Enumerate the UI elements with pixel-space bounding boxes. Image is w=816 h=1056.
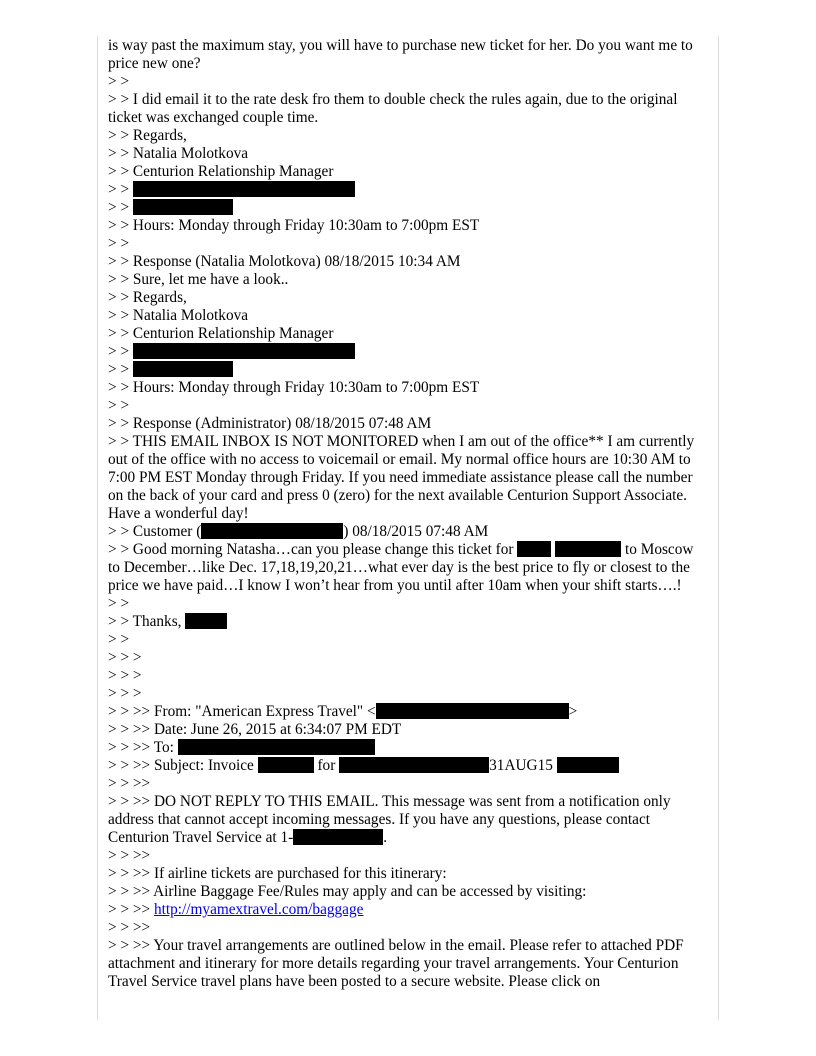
redaction-block bbox=[133, 181, 355, 197]
redaction-block bbox=[133, 199, 233, 215]
redaction-block bbox=[376, 703, 569, 719]
response-header: > > Response (Administrator) 08/18/2015 07:48 AM bbox=[108, 415, 432, 432]
email-thread bbox=[108, 37, 708, 991]
airline-line: > > >> If airline tickets are purchased for this itinerary: bbox=[108, 865, 447, 882]
customer-message: > > Good morning Natasha…can you please change this ticket for to Moscow to December…like Dec. 17,18,19,20,21…what ever day is the best price to fly or closest to the price we have paid…I know I won’t hear from you until after 10am when your shift starts….! bbox=[108, 541, 694, 594]
redaction-block bbox=[555, 541, 621, 557]
paragraph-maximum-stay: is way past the maximum stay, you will have to purchase new ticket for her. Do you want me to price new one? bbox=[108, 37, 693, 72]
signature-redacted-line: > > bbox=[108, 361, 708, 379]
baggage-link-line: > > >> http://myamextravel.com/baggage bbox=[108, 901, 364, 918]
signature-name: > > Natalia Molotkova bbox=[108, 145, 249, 162]
redaction-block bbox=[339, 757, 489, 773]
signature-hours: > > Hours: Monday through Friday 10:30am to 7:00pm EST bbox=[108, 379, 480, 396]
redaction-block bbox=[133, 343, 355, 359]
redaction-block bbox=[185, 613, 227, 629]
page-left-border bbox=[97, 36, 98, 1020]
signature-regards: > > Regards, bbox=[108, 127, 187, 144]
signature-hours: > > Hours: Monday through Friday 10:30am to 7:00pm EST bbox=[108, 217, 480, 234]
forward-date: > > >> Date: June 26, 2015 at 6:34:07 PM EDT bbox=[108, 721, 402, 738]
travel-arrangements-paragraph: > > >> Your travel arrangements are outlined below in the email. Please refer to attached PDF attachment and itinerary for more details regarding your travel arrangements. Your Centurion Travel Service travel plans have been posted to a secure website. Please click on bbox=[108, 937, 684, 990]
forward-subject: > > >> Subject: Invoice for 31AUG15 bbox=[108, 757, 708, 775]
customer-thanks: > > Thanks, bbox=[108, 613, 708, 631]
signature-redacted-line: > > bbox=[108, 181, 708, 199]
paragraph-rate-desk: > > I did email it to the rate desk fro them to double check the rules again, due to the original ticket was exchanged couple time. bbox=[108, 91, 678, 126]
signature-redacted-line: > > bbox=[108, 199, 708, 217]
redaction-block bbox=[201, 523, 343, 539]
quote-line: > > > bbox=[108, 685, 142, 702]
auto-reply-body: > > THIS EMAIL INBOX IS NOT MONITORED when I am out of the office** I am currently out of the office with no access to voicemail or email. My normal office hours are 10:30 AM to 7:00 PM EST Monday through Friday. If you need immediate assistance please call the number on the back of your card and press 0 (zero) for the next available Centurion Support Associate. Have a wonderful day! bbox=[108, 433, 695, 522]
redaction-block bbox=[133, 361, 233, 377]
redaction-block bbox=[258, 757, 314, 773]
quote-line: > > bbox=[108, 595, 130, 612]
response-header: > > Response (Natalia Molotkova) 08/18/2015 10:34 AM bbox=[108, 253, 461, 270]
signature-redacted-line: > > bbox=[108, 343, 708, 361]
redaction-block bbox=[517, 541, 551, 557]
signature-title: > > Centurion Relationship Manager bbox=[108, 163, 334, 180]
quote-line: > > >> bbox=[108, 919, 151, 936]
customer-header: > > Customer ( ) 08/18/2015 07:48 AM bbox=[108, 523, 489, 540]
do-not-reply-notice: > > >> DO NOT REPLY TO THIS EMAIL. This message was sent from a notification only address that cannot accept incoming messages. If you have any questions, please contact Centurion Travel Service at 1- . bbox=[108, 793, 671, 846]
signature-title: > > Centurion Relationship Manager bbox=[108, 325, 334, 342]
quote-line: > > bbox=[108, 397, 130, 414]
page-right-border bbox=[718, 36, 719, 1020]
signature-regards: > > Regards, bbox=[108, 289, 187, 306]
quote-line: > > bbox=[108, 73, 130, 90]
redaction-block bbox=[557, 757, 619, 773]
quote-line: > > >> bbox=[108, 775, 151, 792]
quote-line: > > >> bbox=[108, 847, 151, 864]
signature-name: > > Natalia Molotkova bbox=[108, 307, 249, 324]
response-body: > > Sure, let me have a look.. bbox=[108, 271, 289, 288]
quote-line: > > > bbox=[108, 649, 142, 666]
quote-line: > > > bbox=[108, 667, 142, 684]
baggage-link[interactable]: http://myamextravel.com/baggage bbox=[153, 901, 364, 918]
redaction-block bbox=[293, 829, 383, 845]
redaction-block bbox=[178, 739, 375, 755]
airline-line: > > >> Airline Baggage Fee/Rules may apply and can be accessed by visiting: bbox=[108, 883, 587, 900]
forward-from: > > >> From: "American Express Travel" < > bbox=[108, 703, 578, 720]
forward-to: > > >> To: bbox=[108, 739, 708, 757]
quote-line: > > bbox=[108, 631, 130, 648]
quote-line: > > bbox=[108, 235, 130, 252]
